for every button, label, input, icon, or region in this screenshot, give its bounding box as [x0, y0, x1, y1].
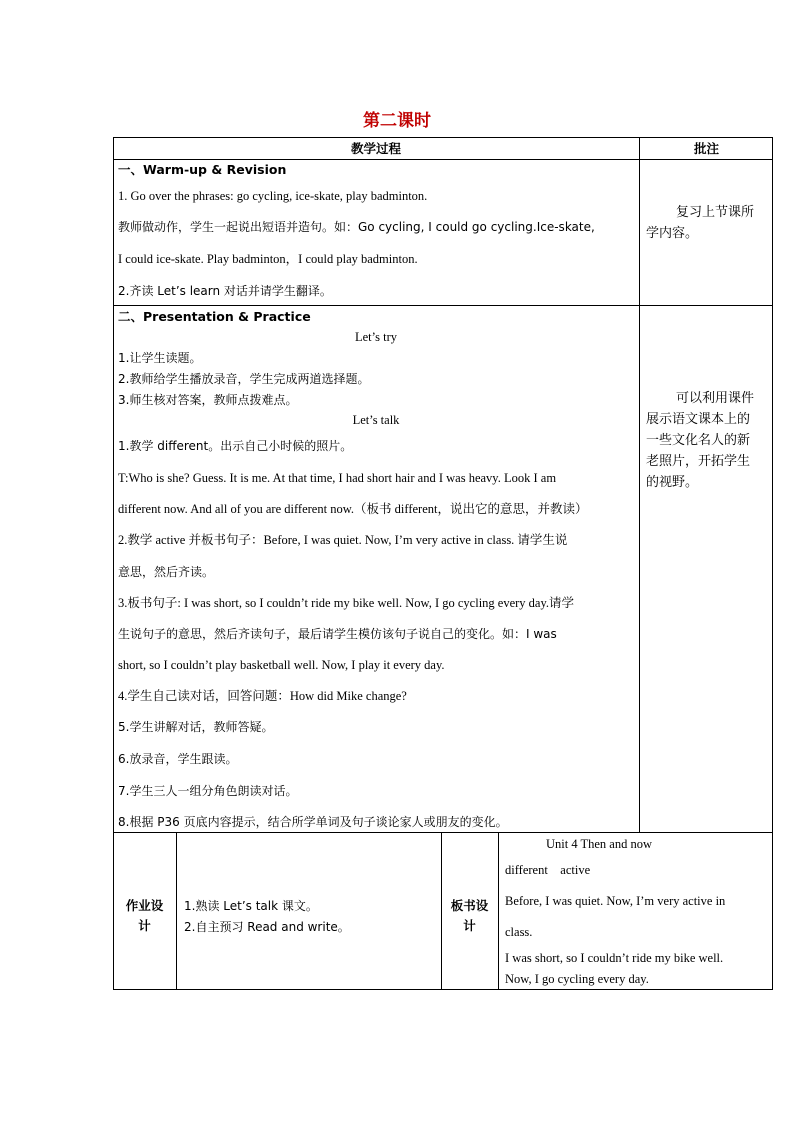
board-line: class.	[505, 925, 533, 939]
board-label: 板书设	[450, 898, 489, 913]
section2-talk-line: T:Who is she? Guess. It is me. At that time, I had short hair and I was heavy. Look I am	[118, 471, 557, 485]
section2-talk-line: 意思，然后齐读。	[118, 565, 215, 579]
section2-note: 可以利用课件	[676, 391, 755, 406]
section1-line: I could ice-skate. Play badminton，I could play badminton.	[118, 252, 418, 266]
section2-talk-line: 8.根据 P36 页底内容提示，结合所学单词及句子谈论家人或朋友的变化。	[118, 815, 508, 829]
section2-note: 的视野。	[646, 475, 699, 490]
section1-line: 2.齐读 Let’s learn 对话并请学生翻译。	[118, 284, 332, 298]
section2-heading: 二、Presentation & Practice	[118, 309, 311, 324]
board-label: 计	[463, 918, 476, 933]
lets-talk-title: Let’s talk	[352, 413, 400, 427]
section1-heading: 一、Warm-up & Revision	[118, 162, 287, 177]
section1-note: 学内容。	[646, 226, 699, 241]
board-line: different active	[505, 863, 591, 877]
homework-line: 1.熟读 Let’s talk 课文。	[184, 899, 318, 913]
lets-try-title: Let’s try	[354, 330, 397, 344]
section2-talk-line: 3.板书句子: I was short, so I couldn’t ride my bike well. Now, I go cycling every day.请学	[118, 596, 575, 610]
section2-talk-line: different now. And all of you are different now.（板书 different，说出它的意思，并教读）	[118, 502, 588, 516]
section2-talk-line: 4.学生自己读对话，回答问题：How did Mike change?	[118, 689, 407, 703]
section2-talk-line: 1.教学 different。出示自己小时候的照片。	[118, 439, 353, 453]
section1-line: 1. Go over the phrases: go cycling, ice-skate, play badminton.	[118, 189, 428, 203]
column-divider	[639, 137, 640, 833]
row-divider	[113, 159, 773, 160]
homework-line: 2.自主预习 Read and write。	[184, 920, 350, 934]
section2-note: 一些文化名人的新	[646, 433, 751, 448]
page-title: 第二课时	[363, 111, 431, 131]
homework-label: 作业设	[125, 898, 164, 913]
section2-talk-line: 6.放录音，学生跟读。	[118, 752, 238, 766]
section2-note: 老照片，开拓学生	[646, 454, 751, 469]
section2-talk-line: 5.学生讲解对话，教师答疑。	[118, 720, 274, 734]
column-divider	[498, 832, 499, 990]
board-line: I was short, so I couldn’t ride my bike well.	[505, 951, 724, 965]
row-divider	[113, 832, 773, 833]
section2-note: 展示语文课本上的	[646, 412, 751, 427]
board-line: Now, I go cycling every day.	[505, 972, 649, 986]
board-line: Unit 4 Then and now	[545, 837, 652, 851]
section2-talk-line: 生说句子的意思，然后齐读句子，最后请学生模仿该句子说自己的变化。如：I was	[118, 627, 557, 641]
board-line: Before, I was quiet. Now, I’m very active in	[505, 894, 726, 908]
section2-talk-line: 2.教学 active 并板书句子：Before, I was quiet. Now, I’m very active in class. 请学生说	[118, 533, 568, 547]
section1-line: 教师做动作，学生一起说出短语并造句。如：Go cycling, I could go cycling.Ice-skate,	[118, 220, 595, 234]
section2-talk-line: short, so I couldn’t play basketball well. Now, I play it every day.	[118, 658, 445, 672]
column-divider	[176, 832, 177, 990]
section2-try-line: 2.教师给学生播放录音，学生完成两道选择题。	[118, 372, 370, 386]
section2-try-line: 3.师生核对答案，教师点拨难点。	[118, 393, 298, 407]
header-notes: 批注	[693, 141, 719, 156]
section2-try-line: 1.让学生读题。	[118, 351, 202, 365]
homework-label: 计	[138, 918, 151, 933]
row-divider	[113, 305, 773, 306]
section1-note: 复习上节课所	[676, 205, 755, 220]
header-process: 教学过程	[350, 141, 401, 156]
section2-talk-line: 7.学生三人一组分角色朗读对话。	[118, 784, 298, 798]
